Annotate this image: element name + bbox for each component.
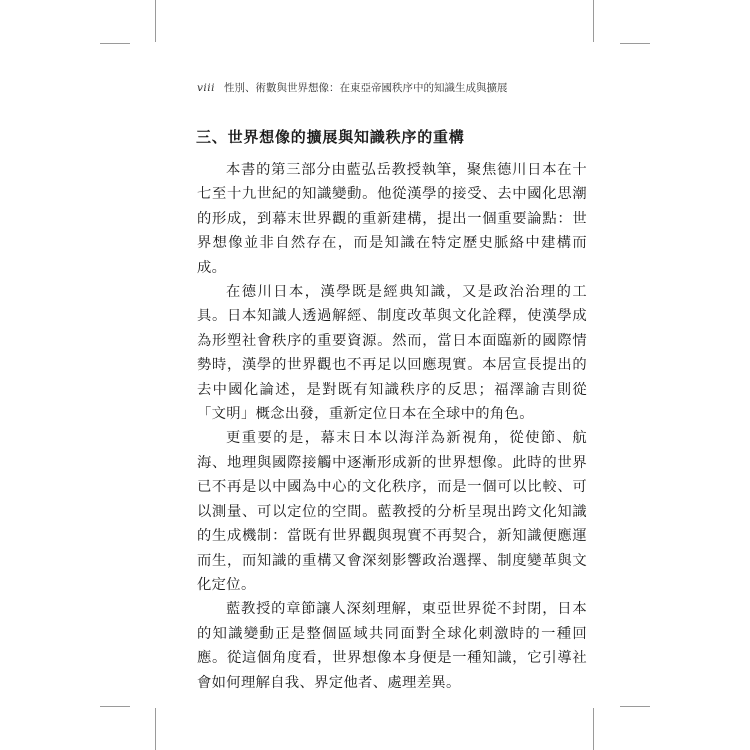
body-text [197,158,587,695]
section-heading: 三、世界想像的擴展與知識秩序的重構 [196,128,465,146]
paragraph-2: 在德川日本，漢學既是經典知識，又是政治治理的工具。日本知識人透過解經、制度改革與文化詮釋，使漢學成為形塑社會秩序的重要資源。然而，當日本面臨新的國際情勢時，漢學的世界觀也不再足以回應現實。本居宣長提出的去中國化論述，是對既有知識秩序的反思；福澤諭吉則從「文明」概念出發，重新定位日本在全球中的角色。 [197,284,587,423]
crop-mark-top-right-horizontal [620,43,650,44]
crop-mark-bottom-right-horizontal [620,706,650,707]
running-head [197,80,508,95]
running-head-title: 性別、術數與世界想像：在東亞帝國秩序中的知識生成與擴展 [224,82,508,94]
crop-mark-top-right-vertical [593,0,594,42]
paragraph-3: 更重要的是，幕末日本以海洋為新視角，從使節、航海、地理與國際接觸中逐漸形成新的世界想像。此時的世界已不再是以中國為中心的文化秩序，而是一個可以比較、可以測量、可以定位的空間。藍教授的分析呈現出跨文化知識的生成機制：當既有世界觀與現實不再契合，新知識便應運而生，而知識的重構又會深刻影響政治選擇、制度變革與文化定位。 [197,430,587,593]
paragraph-4: 藍教授的章節讓人深刻理解，東亞世界從不封閉，日本的知識變動正是整個區域共同面對全球化刺激時的一種回應。從這個角度看，世界想像本身便是一種知識，它引導社會如何理解自我、界定他者、處理差異。 [197,601,587,691]
paragraph-1: 本書的第三部分由藍弘岳教授執筆，聚焦德川日本在十七至十九世紀的知識變動。他從漢學的接受、去中國化思潮的形成，到幕末世界觀的重新建構，提出一個重要論點：世界想像並非自然存在，而是知識在特定歷史脈絡中建構而成。 [197,162,587,276]
crop-mark-top-left-horizontal [100,43,130,44]
page-number: viii [197,82,216,94]
crop-mark-bottom-left-vertical [155,708,156,750]
crop-mark-bottom-left-horizontal [100,706,130,707]
crop-mark-top-left-vertical [155,0,156,42]
crop-mark-bottom-right-vertical [593,708,594,750]
